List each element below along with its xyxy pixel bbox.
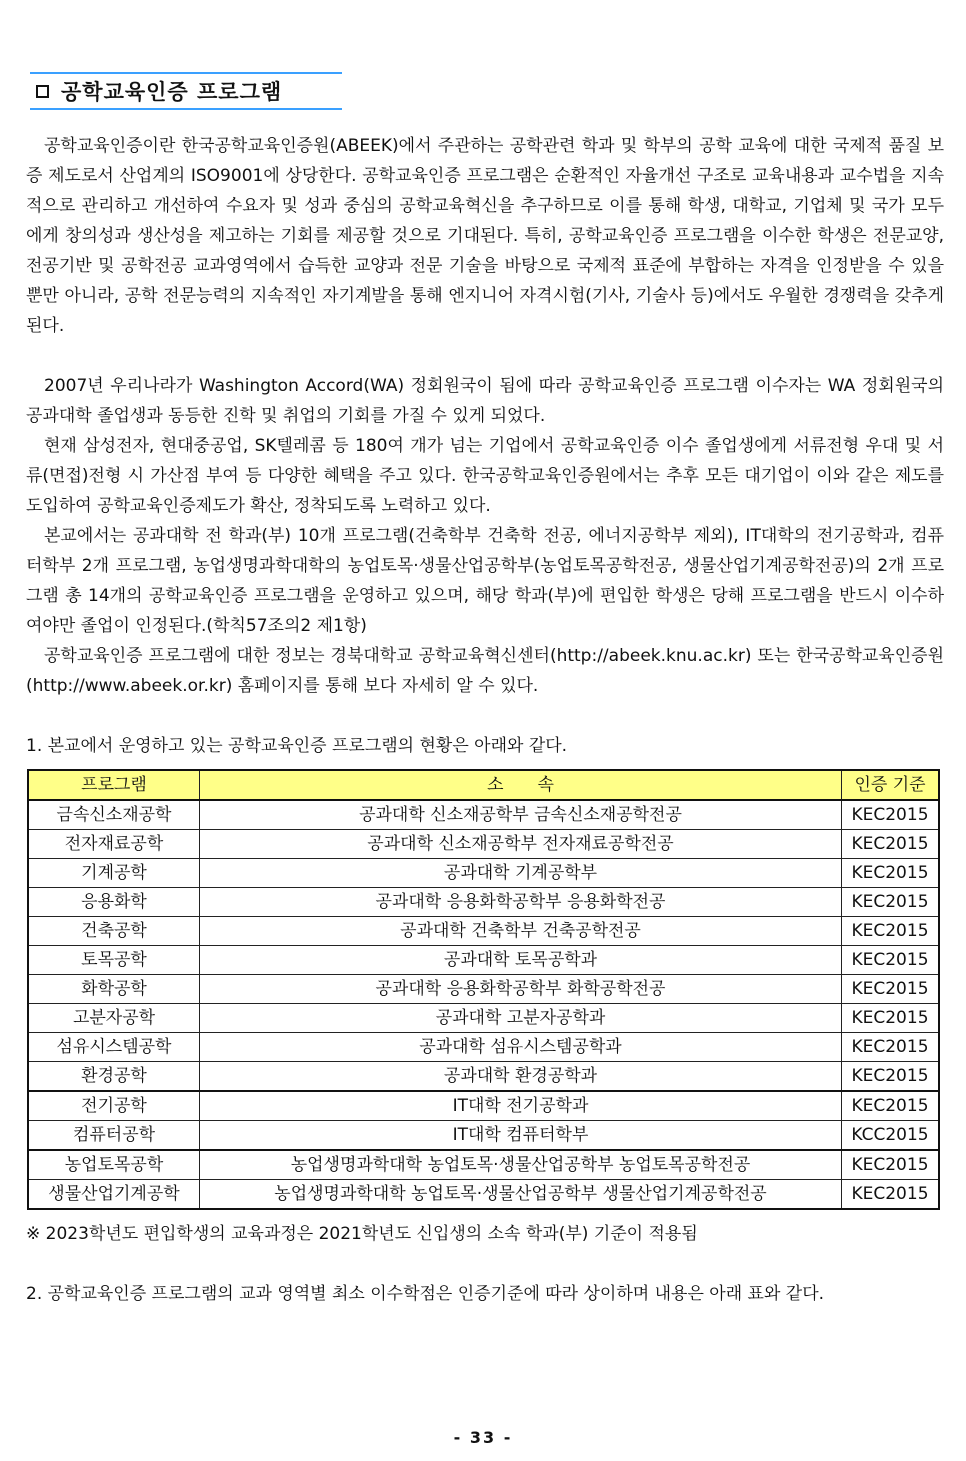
cell-standard: KEC2015 xyxy=(842,975,940,1004)
cell-standard: KEC2015 xyxy=(842,1033,940,1062)
table-row xyxy=(28,859,939,888)
table-row xyxy=(28,1121,939,1151)
cell-affiliation: 공과대학 응용화학공학부 화학공학전공 xyxy=(200,975,842,1004)
cell-program: 전자재료공학 xyxy=(28,830,200,859)
cell-program: 전기공학 xyxy=(28,1091,200,1121)
cell-standard: KEC2015 xyxy=(842,1150,940,1180)
cell-affiliation: 공과대학 신소재공학부 금속신소재공학전공 xyxy=(200,800,842,830)
cell-program: 생물산업기계공학 xyxy=(28,1180,200,1210)
cell-standard: KEC2015 xyxy=(842,917,940,946)
cell-program: 금속신소재공학 xyxy=(28,800,200,830)
cell-standard: KEC2015 xyxy=(842,1062,940,1092)
cell-standard: KCC2015 xyxy=(842,1121,940,1151)
table-row xyxy=(28,800,939,830)
cell-program: 화학공학 xyxy=(28,975,200,1004)
cell-affiliation: 공과대학 섬유시스템공학과 xyxy=(200,1033,842,1062)
checkbox-square-icon xyxy=(36,85,49,98)
header-affiliation: 소 속 xyxy=(200,770,842,800)
cell-program: 기계공학 xyxy=(28,859,200,888)
cell-standard: KEC2015 xyxy=(842,1004,940,1033)
table-row xyxy=(28,946,939,975)
cell-standard: KEC2015 xyxy=(842,830,940,859)
cell-affiliation: 공과대학 응용화학공학부 응용화학전공 xyxy=(200,888,842,917)
table-row xyxy=(28,1150,939,1180)
table-header-row xyxy=(28,770,939,800)
header-program: 프로그램 xyxy=(28,770,200,800)
cell-standard: KEC2015 xyxy=(842,1180,940,1210)
table-row xyxy=(28,1091,939,1121)
table-row xyxy=(28,975,939,1004)
program-table xyxy=(27,769,940,1210)
table-row xyxy=(28,830,939,859)
paragraph-benefits: 현재 삼성전자, 현대중공업, SK텔레콤 등 180여 개가 넘는 기업에서 공학교육인증 이수 졸업생에게 서류전형 우대 및 서류(면접)전형 시 가산점 부여 등 다양한 혜택을 주고 있다. 한국공학교육인증원에서는 추후 모든 대기업이 이와 같은 제도를 도입하여 공학교육인증제도가 확산, 정착되도록 노력하고 있다. xyxy=(26,436,944,516)
section-title: 공학교육인증 프로그램 xyxy=(61,80,283,104)
item-1-heading: 1. 본교에서 운영하고 있는 공학교육인증 프로그램의 현황은 아래와 같다. xyxy=(26,736,568,756)
cell-affiliation: IT대학 전기공학과 xyxy=(200,1091,842,1121)
cell-affiliation: 공과대학 건축학부 건축공학전공 xyxy=(200,917,842,946)
cell-affiliation: 공과대학 환경공학과 xyxy=(200,1062,842,1092)
cell-program: 환경공학 xyxy=(28,1062,200,1092)
cell-program: 섬유시스템공학 xyxy=(28,1033,200,1062)
cell-affiliation: 공과대학 토목공학과 xyxy=(200,946,842,975)
cell-standard: KEC2015 xyxy=(842,888,940,917)
cell-program: 농업토목공학 xyxy=(28,1150,200,1180)
cell-program: 고분자공학 xyxy=(28,1004,200,1033)
cell-affiliation: 공과대학 기계공학부 xyxy=(200,859,842,888)
cell-standard: KEC2015 xyxy=(842,1091,940,1121)
cell-program: 응용화학 xyxy=(28,888,200,917)
paragraph-washington-accord: 2007년 우리나라가 Washington Accord(WA) 정회원국이 됨에 따라 공학교육인증 프로그램 이수자는 WA 정회원국의 공과대학 졸업생과 동등한 진학 및 취업의 기회를 가질 수 있게 되었다. xyxy=(26,376,944,426)
cell-program: 컴퓨터공학 xyxy=(28,1121,200,1151)
page-number: - 33 - xyxy=(453,1428,513,1447)
table-row xyxy=(28,1004,939,1033)
paragraph-info: 공학교육인증 프로그램에 대한 정보는 경북대학교 공학교육혁신센터(http://abeek.knu.ac.kr) 또는 한국공학교육인증원(http://www.abeek.or.kr) 홈페이지를 통해 보다 자세히 알 수 있다. xyxy=(26,646,944,696)
cell-standard: KEC2015 xyxy=(842,946,940,975)
paragraph-intro: 공학교육인증이란 한국공학교육인증원(ABEEK)에서 주관하는 공학관련 학과 및 학부의 공학 교육에 대한 국제적 품질 보증 제도로서 산업계의 ISO9001에 상당한다. 공학교육인증 프로그램은 순환적인 자율개선 구조로 교육내용과 교수법을 지속적으로 관리하고 개선하여 수요자 및 성과 중심의 공학교육혁신을 추구하므로 이를 통해 학생, 대학교, 기업체 및 국가 모두에게 창의성과 생산성을 제고하는 기회를 제공할 것으로 기대된다. 특히, 공학교육인증 프로그램을 이수한 학생은 전문교양, 전공기반 및 공학전공 교과영역에서 습득한 교양과 전문 기술을 바탕으로 국제적 표준에 부합하는 자격을 인정받을 수 있을 뿐만 아니라, 공학 전문능력의 지속적인 자기계발을 통해 엔지니어 자격시험(기사, 기술사 등)에서도 우월한 경쟁력을 갖추게 된다. xyxy=(26,136,944,336)
paragraph-programs: 본교에서는 공과대학 전 학과(부) 10개 프로그램(건축학부 건축학 전공, 에너지공학부 제외), IT대학의 전기공학과, 컴퓨터학부 2개 프로그램, 농업생명과학대학의 농업토목·생물산업공학부(농업토목공학전공, 생물산업기계공학전공)의 2개 프로그램 총 14개의 공학교육인증 프로그램을 운영하고 있으며, 해당 학과(부)에 편입한 학생은 당해 프로그램을 반드시 이수하여야만 졸업이 인정된다.(학칙57조의2 제1항) xyxy=(26,526,944,636)
cell-program: 토목공학 xyxy=(28,946,200,975)
table-note: ※ 2023학년도 편입학생의 교육과정은 2021학년도 신입생의 소속 학과(부) 기준이 적용됨 xyxy=(26,1224,698,1244)
table-row xyxy=(28,888,939,917)
table-row xyxy=(28,1180,939,1210)
cell-affiliation: 공과대학 고분자공학과 xyxy=(200,1004,842,1033)
header-standard: 인증 기준 xyxy=(842,770,940,800)
cell-affiliation: 농업생명과학대학 농업토목·생물산업공학부 생물산업기계공학전공 xyxy=(200,1180,842,1210)
table-row xyxy=(28,1062,939,1092)
cell-standard: KEC2015 xyxy=(842,800,940,830)
cell-affiliation: 공과대학 신소재공학부 전자재료공학전공 xyxy=(200,830,842,859)
cell-affiliation: IT대학 컴퓨터학부 xyxy=(200,1121,842,1151)
cell-standard: KEC2015 xyxy=(842,859,940,888)
cell-affiliation: 농업생명과학대학 농업토목·생물산업공학부 농업토목공학전공 xyxy=(200,1150,842,1180)
item-2-heading: 2. 공학교육인증 프로그램의 교과 영역별 최소 이수학점은 인증기준에 따라 상이하며 내용은 아래 표와 같다. xyxy=(26,1284,825,1304)
table-row xyxy=(28,1033,939,1062)
section-heading xyxy=(30,72,342,110)
table-row xyxy=(28,917,939,946)
cell-program: 건축공학 xyxy=(28,917,200,946)
